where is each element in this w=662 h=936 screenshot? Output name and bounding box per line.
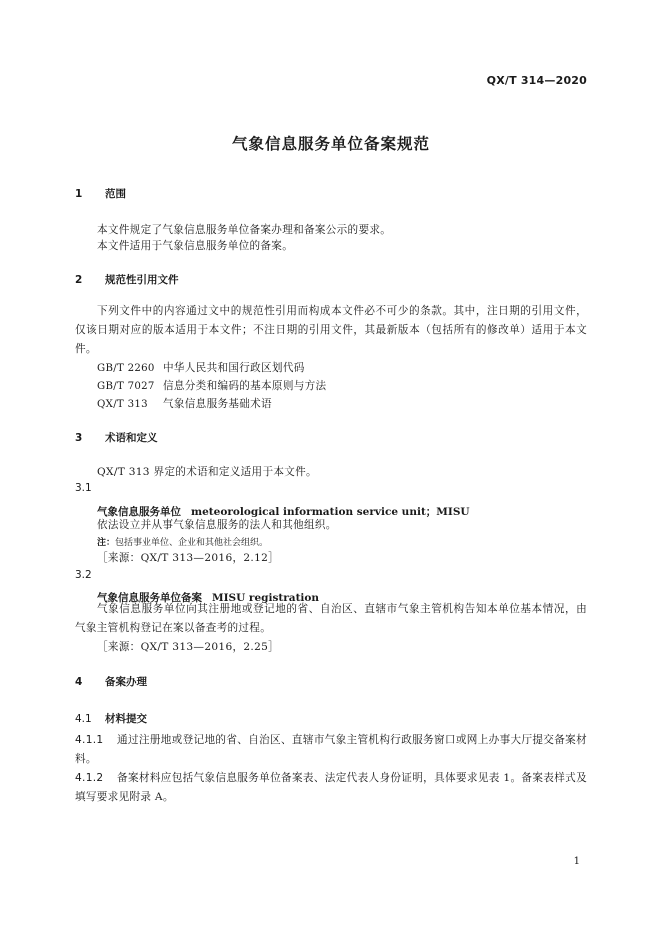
- term-source: ［来源：QX/T 313—2016，2.12］: [97, 552, 280, 564]
- section-title: 备案办理: [105, 676, 147, 688]
- term-definition: 依法设立并从事气象信息服务的法人和其他组织。: [97, 519, 337, 531]
- reference-code: GB/T 7027: [97, 381, 155, 392]
- section-1-paragraph-2: 本文件适用于气象信息服务单位的备案。: [97, 240, 294, 252]
- section-1-heading: [75, 186, 126, 201]
- section-title: 范围: [105, 188, 126, 200]
- term-definition: 气象信息服务单位向其注册地或登记地的省、自治区、直辖市气象主管机构告知本单位基本情况，由气象主管机构登记在案以备查考的过程。: [75, 603, 587, 634]
- subsection-4-1-heading: [75, 711, 147, 726]
- subsection-title: 材料提交: [105, 713, 147, 725]
- section-number: 1: [75, 188, 83, 200]
- standard-code: QX/T 314—2020: [486, 74, 587, 87]
- section-title: 规范性引用文件: [105, 274, 179, 286]
- reference-name: 气象信息服务基础术语: [163, 398, 272, 410]
- section-title: 术语和定义: [105, 432, 158, 444]
- term-number: 3.1: [75, 482, 92, 494]
- page-number: 1: [573, 856, 580, 867]
- clause-text: 备案材料应包括气象信息服务单位备案表、法定代表人身份证明，具体要求见表 1。备案表样式及填写要求见附录 A。: [75, 772, 587, 803]
- term-source: ［来源：QX/T 313—2016，2.25］: [97, 641, 280, 653]
- section-number: 4: [75, 676, 83, 688]
- section-number: 3: [75, 432, 83, 444]
- section-4-heading: [75, 674, 147, 689]
- reference-name: 中华人民共和国行政区划代码: [163, 362, 305, 374]
- reference-code: GB/T 2260: [97, 363, 155, 374]
- term-name-cn: 气象信息服务单位: [97, 506, 181, 518]
- normative-reference: [97, 378, 326, 393]
- subsection-number: 4.1: [75, 713, 92, 725]
- section-2-heading: [75, 272, 179, 287]
- clause-number: 4.1.2: [75, 772, 104, 784]
- clause-4-1-2: [75, 769, 587, 807]
- section-1-paragraph-1: 本文件规定了气象信息服务单位备案办理和备案公示的要求。: [97, 224, 392, 236]
- reference-code: QX/T 313: [97, 399, 148, 410]
- term-name-en: meteorological information service unit；MISU: [191, 506, 470, 518]
- clause-4-1-1: [75, 731, 587, 769]
- section-3-heading: [75, 430, 158, 445]
- document-title: 气象信息服务单位备案规范: [231, 135, 430, 153]
- section-3-intro: QX/T 313 界定的术语和定义适用于本文件。: [97, 466, 317, 478]
- normative-reference: [97, 396, 272, 411]
- term-number: 3.2: [75, 569, 92, 581]
- section-2-paragraph: 下列文件中的内容通过文中的规范性引用而构成本文件必不可少的条款。其中，注日期的引用文件，仅该日期对应的版本适用于本文件；不注日期的引用文件，其最新版本（包括所有的修改单）适用于本文件。: [75, 305, 587, 355]
- section-number: 2: [75, 274, 83, 286]
- note-label: 注：: [97, 538, 116, 548]
- term-name-en: MISU registration: [212, 592, 320, 604]
- note-text: 包括事业单位、企业和其他社会组织。: [115, 538, 269, 548]
- clause-number: 4.1.1: [75, 734, 104, 746]
- term-note: [97, 535, 268, 548]
- normative-reference: [97, 360, 305, 375]
- reference-name: 信息分类和编码的基本原则与方法: [163, 380, 327, 392]
- clause-text: 通过注册地或登记地的省、自治区、直辖市气象主管机构行政服务窗口或网上办事大厅提交备案材料。: [75, 734, 587, 765]
- term-name-cn: 气象信息服务单位备案: [97, 592, 202, 604]
